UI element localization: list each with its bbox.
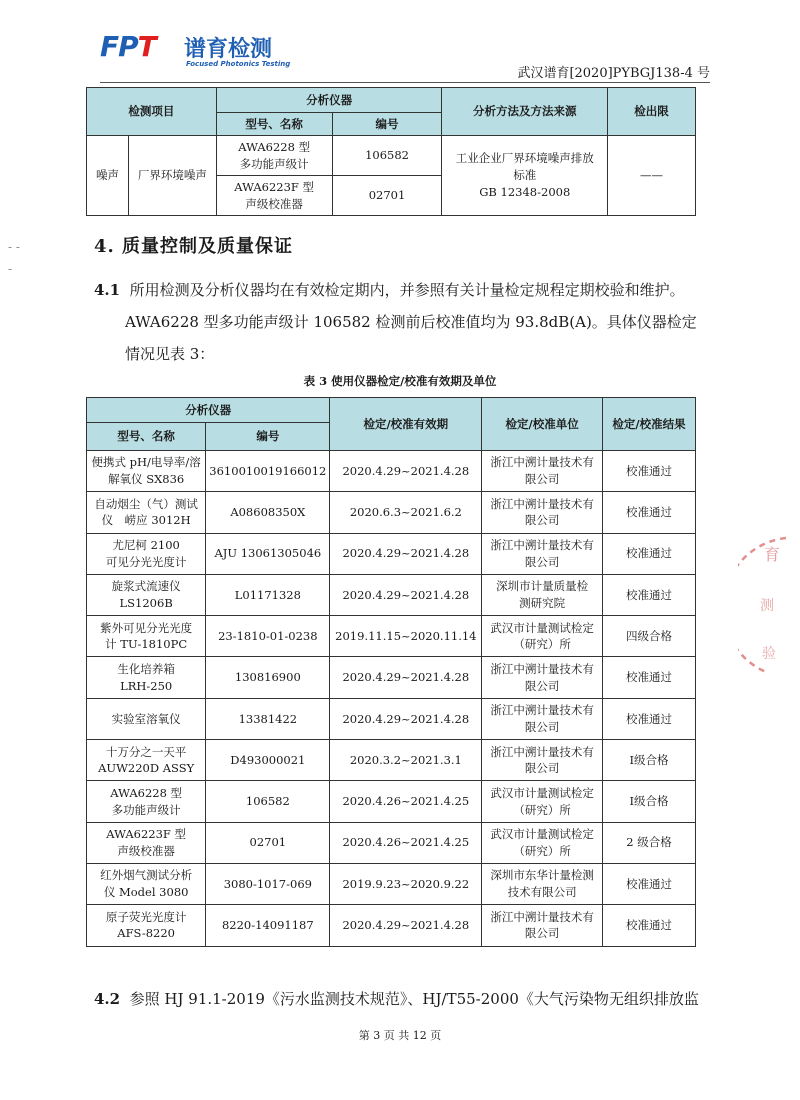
calibration-result-cell: 四级合格 [602,616,695,657]
logo-mark: FPT [100,30,156,63]
header-calibration-result: 检定/校准结果 [602,398,695,451]
instrument-name-cell: 原子荧光光度计 AFS-8220 [87,905,206,946]
seal-stamp [738,530,788,680]
calibration-result-cell: 校准通过 [602,533,695,574]
paragraph-4-1-line2: AWA6228 型多功能声级计 106582 检测前后校准值均为 93.8dB(A)。具体仪器检定 [125,313,697,331]
serial-cell: 02701 [206,822,330,863]
header-test-item: 检测项目 [87,88,217,136]
test-item-cell: 厂界环境噪声 [128,136,216,216]
instrument-name-cell: 旋浆式流速仪 LS1206B [87,574,206,615]
calibration-unit-cell: 浙江中溯计量技术有 限公司 [482,492,603,533]
logo-chinese-name: 谱育检测 [184,37,273,62]
valid-period-cell: 2019.9.23~2020.9.22 [330,863,482,904]
instrument-calibration-table [86,397,696,947]
calibration-result-cell: 校准通过 [602,657,695,698]
instrument-name-cell: 红外烟气测试分析 仪 Model 3080 [87,863,206,904]
table-row [87,451,696,492]
svg-text:育: 育 [764,545,781,564]
calibration-unit-cell: 武汉市计量测试检定 （研究）所 [482,781,603,822]
table-row [87,533,696,574]
calibration-unit-cell: 武汉市计量测试检定 （研究）所 [482,822,603,863]
header-detection-limit: 检出限 [608,88,696,136]
calibration-result-cell: 校准通过 [602,698,695,739]
svg-text:验: 验 [762,646,776,662]
calibration-result-cell: 校准通过 [602,451,695,492]
instrument-name-cell: 实验室溶氧仪 [87,698,206,739]
instrument-name-cell: 十万分之一天平 AUW220D ASSY [87,740,206,781]
instrument-name-cell: 尤尼柯 2100 可见分光光度计 [87,533,206,574]
valid-period-cell: 2019.11.15~2020.11.14 [330,616,482,657]
method-cell: 工业企业厂界环境噪声排放 标准 GB 12348-2008 [442,136,608,216]
calibration-result-cell: 校准通过 [602,492,695,533]
paragraph-4-2: 4.2 参照 HJ 91.1-2019《污水监测技术规范》、HJ/T55-2000《大气污染物无组织排放监 [94,990,699,1008]
header-valid-period: 检定/校准有效期 [330,398,482,451]
calibration-unit-cell: 浙江中溯计量技术有 限公司 [482,740,603,781]
header-serial: 编号 [206,423,330,451]
instrument-name-cell: 自动烟尘（气）测试 仪 崂应 3012H [87,492,206,533]
instrument-name-cell: 便携式 pH/电导率/溶 解氧仪 SX836 [87,451,206,492]
header-model: 型号、名称 [216,113,332,136]
margin-mark: - [8,262,13,276]
company-logo [100,30,300,70]
calibration-result-cell: Ⅰ级合格 [602,740,695,781]
instrument-name-cell: AWA6223F 型 声级校准器 [87,822,206,863]
header-method: 分析方法及方法来源 [442,88,608,136]
calibration-result-cell: Ⅰ级合格 [602,781,695,822]
table-row [87,863,696,904]
calibration-unit-cell: 浙江中溯计量技术有 限公司 [482,533,603,574]
instrument-name-cell: 紫外可见分光光度 计 TU-1810PC [87,616,206,657]
calibration-unit-cell: 浙江中溯计量技术有 限公司 [482,698,603,739]
valid-period-cell: 2020.4.29~2021.4.28 [330,574,482,615]
header-serial: 编号 [332,113,442,136]
paragraph-4-1-line3: 情况见表 3： [125,345,215,363]
model-cell: AWA6223F 型 声级校准器 [216,176,332,216]
calibration-unit-cell: 浙江中溯计量技术有 限公司 [482,905,603,946]
calibration-result-cell: 校准通过 [602,574,695,615]
limit-cell: —— [608,136,696,216]
serial-cell: 3610010019166012 [206,451,330,492]
calibration-result-cell: 校准通过 [602,905,695,946]
calibration-unit-cell: 浙江中溯计量技术有 限公司 [482,657,603,698]
valid-period-cell: 2020.3.2~2021.3.1 [330,740,482,781]
instrument-name-cell: 生化培养箱 LRH-250 [87,657,206,698]
margin-mark: - - [8,240,20,254]
header-calibration-unit: 检定/校准单位 [482,398,603,451]
valid-period-cell: 2020.4.29~2021.4.28 [330,905,482,946]
header-instrument: 分析仪器 [216,88,442,113]
logo-english-name: Focused Photonics Testing [186,60,291,68]
serial-cell: 02701 [332,176,442,216]
serial-cell: 130816900 [206,657,330,698]
serial-cell: D493000021 [206,740,330,781]
header-instrument: 分析仪器 [87,398,330,423]
section-title: 4. 质量控制及质量保证 [94,236,294,257]
calibration-result-cell: 2 级合格 [602,822,695,863]
calibration-result-cell: 校准通过 [602,863,695,904]
table-row [87,574,696,615]
valid-period-cell: 2020.6.3~2021.6.2 [330,492,482,533]
svg-text:测: 测 [760,598,774,614]
serial-cell: 8220-14091187 [206,905,330,946]
valid-period-cell: 2020.4.29~2021.4.28 [330,698,482,739]
valid-period-cell: 2020.4.26~2021.4.25 [330,822,482,863]
serial-cell: 106582 [206,781,330,822]
table-row [87,492,696,533]
model-cell: AWA6228 型 多功能声级计 [216,136,332,176]
valid-period-cell: 2020.4.29~2021.4.28 [330,657,482,698]
table-row [87,905,696,946]
serial-cell: 23-1810-01-0238 [206,616,330,657]
paragraph-4-1: 4.1 所用检测及分析仪器均在有效检定期内，并参照有关计量检定规程定期校验和维护。 [94,281,685,299]
serial-cell: L01171328 [206,574,330,615]
serial-cell: 106582 [332,136,442,176]
page-footer: 第 3 页 共 12 页 [358,1029,442,1042]
serial-cell: AJU 13061305046 [206,533,330,574]
calibration-unit-cell: 深圳市计量质量检 测研究院 [482,574,603,615]
valid-period-cell: 2020.4.29~2021.4.28 [330,451,482,492]
calibration-unit-cell: 深圳市东华计量检测 技术有限公司 [482,863,603,904]
table-row [87,740,696,781]
page-header [100,30,710,83]
noise-method-table [86,87,696,216]
serial-cell: A08608350X [206,492,330,533]
table-caption: 表 3 使用仪器检定/校准有效期及单位 [303,374,497,388]
header-model: 型号、名称 [87,423,206,451]
table-row [87,822,696,863]
category-cell: 噪声 [87,136,129,216]
valid-period-cell: 2020.4.29~2021.4.28 [330,533,482,574]
table-row [87,781,696,822]
table-row [87,616,696,657]
serial-cell: 13381422 [206,698,330,739]
serial-cell: 3080-1017-069 [206,863,330,904]
calibration-unit-cell: 浙江中溯计量技术有 限公司 [482,451,603,492]
instrument-name-cell: AWA6228 型 多功能声级计 [87,781,206,822]
calibration-unit-cell: 武汉市计量测试检定 （研究）所 [482,616,603,657]
valid-period-cell: 2020.4.26~2021.4.25 [330,781,482,822]
table-row [87,698,696,739]
table-row [87,657,696,698]
report-number: 武汉谱育[2020]PYBGJ138-4 号 [517,66,710,81]
